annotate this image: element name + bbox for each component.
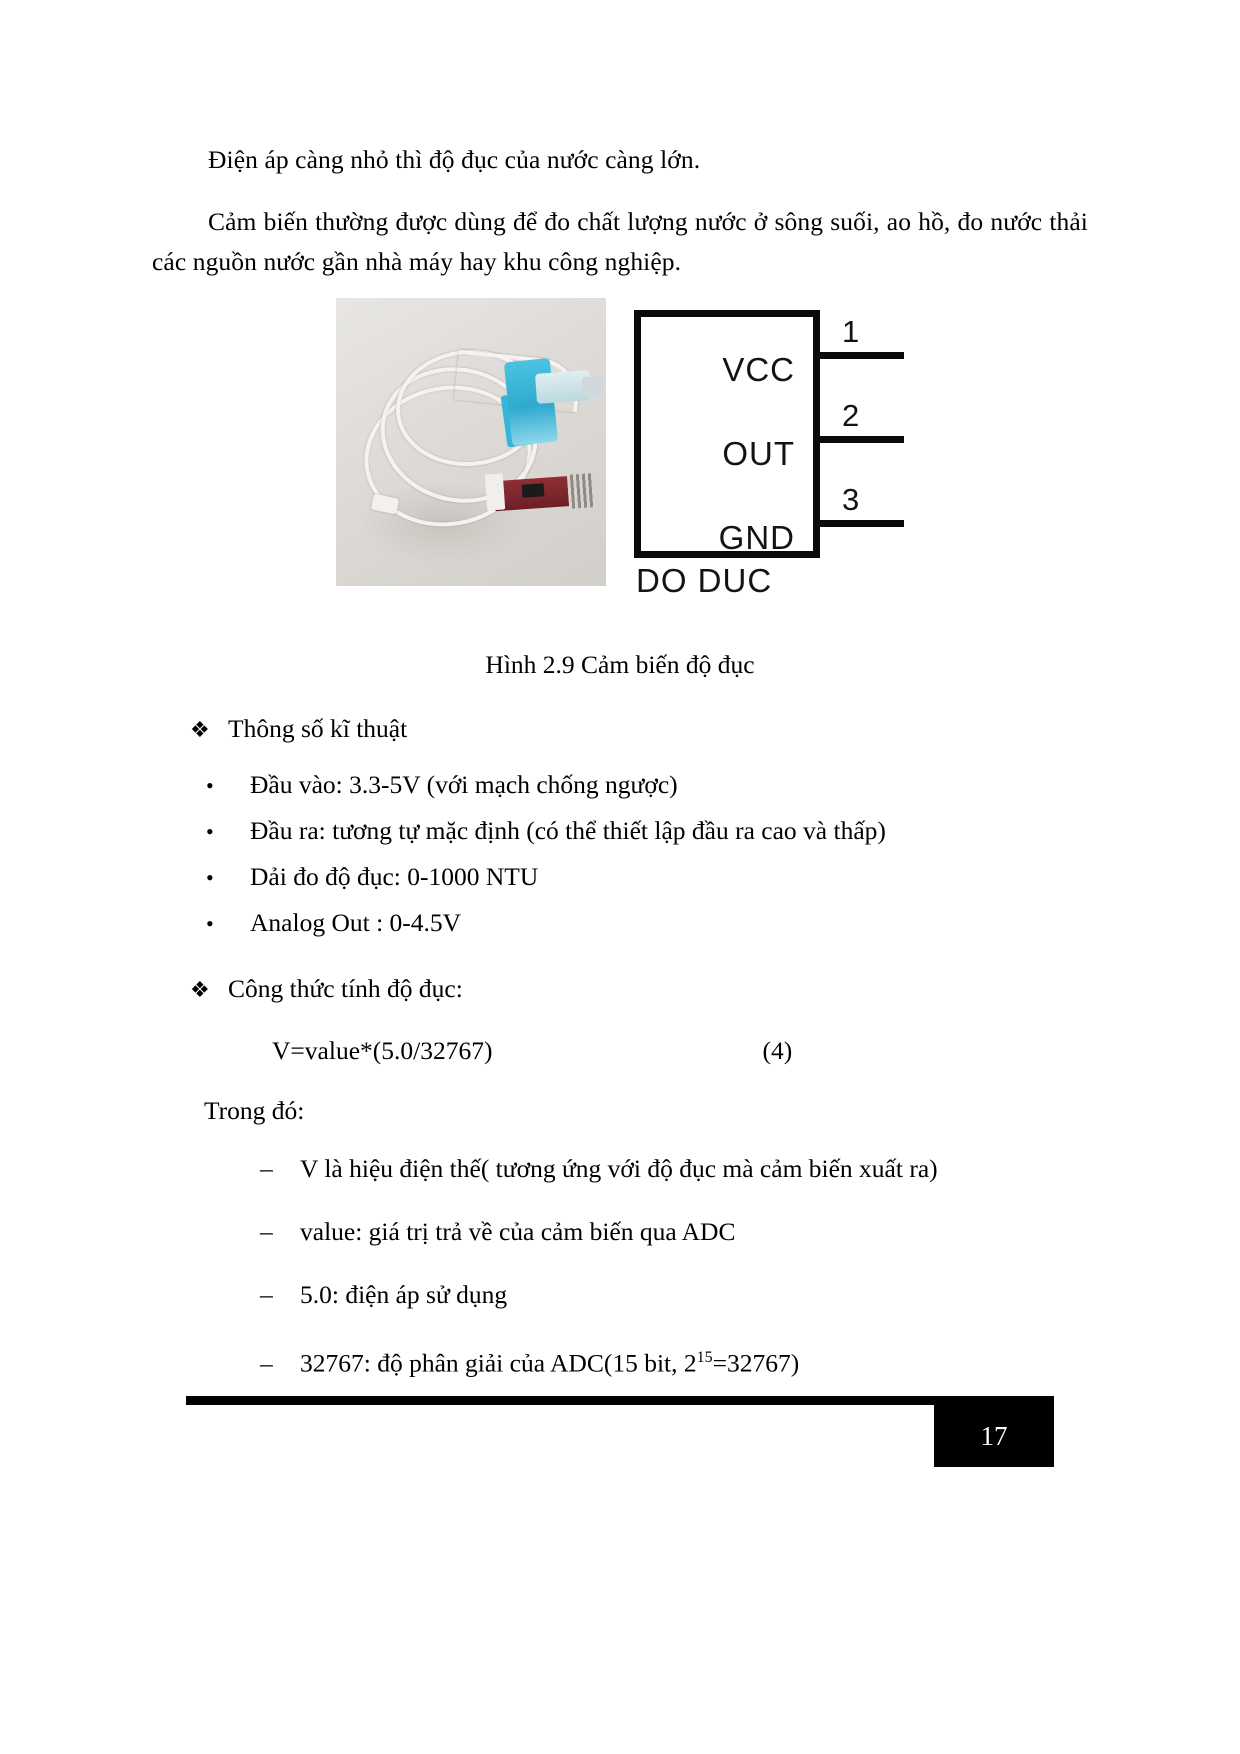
figure-caption: Hình 2.9 Cảm biến độ đục xyxy=(485,650,755,679)
page-number-badge xyxy=(934,1405,1054,1467)
spec-output-type: Đầu ra: tương tự mặc định (có thể thiết lập đầu ra cao và thấp) xyxy=(250,816,886,845)
diamond-bullet-icon: ❖ xyxy=(190,977,210,1002)
list-item xyxy=(194,906,1088,940)
schematic-block xyxy=(634,310,820,558)
list-item xyxy=(194,860,1088,894)
list-item xyxy=(194,768,1088,802)
list-item xyxy=(194,814,1088,848)
list-item xyxy=(260,1215,1088,1249)
paragraph-1: Điện áp càng nhỏ thì độ đục của nước càng lớn. xyxy=(208,145,701,174)
page-number-label: 17 xyxy=(980,1420,1008,1451)
dash-bullet-icon: – xyxy=(260,1154,273,1183)
definition-adc-pre: 32767: độ phân giải của ADC(15 bit, 2 xyxy=(300,1348,697,1378)
spec-analog-out: Analog Out : 0-4.5V xyxy=(250,908,462,937)
definition-v: V là hiệu điện thế( tương ứng với độ đục mà cảm biến xuất ra) xyxy=(300,1154,938,1183)
definition-supply-voltage: 5.0: điện áp sử dụng xyxy=(300,1280,508,1309)
spec-measure-range: Dải đo độ đục: 0-1000 NTU xyxy=(250,862,539,891)
section-heading-specs-label: Thông số kĩ thuật xyxy=(228,714,408,743)
pcb-chip xyxy=(522,483,545,498)
dash-bullet-icon: – xyxy=(260,1217,273,1246)
section-heading-formula xyxy=(152,974,1088,1004)
specs-list xyxy=(152,768,1088,940)
dot-bullet-icon: • xyxy=(206,911,214,936)
definition-adc-post: =32767) xyxy=(712,1348,800,1378)
paragraph-2: Cảm biến thường được dùng để đo chất lượng nước ở sông suối, ao hồ, đo nước thải các nguồn nước gần nhà máy hay khu công nghiệp. xyxy=(152,207,1088,276)
diamond-bullet-icon: ❖ xyxy=(190,717,210,742)
list-item xyxy=(260,1341,1088,1381)
formula-expression: V=value*(5.0/32767) xyxy=(272,1036,493,1065)
dot-bullet-icon: • xyxy=(206,773,214,798)
section-heading-specs xyxy=(152,714,1088,744)
turbidity-sensor-photo xyxy=(336,298,606,586)
dash-bullet-icon: – xyxy=(260,1280,273,1309)
definition-adc-resolution xyxy=(300,1341,799,1381)
section-heading-formula-label: Công thức tính độ đục: xyxy=(228,974,463,1003)
dot-bullet-icon: • xyxy=(206,819,214,844)
pin-number-3: 3 xyxy=(842,482,860,517)
definition-value: value: giá trị trả về của cảm biến qua ADC xyxy=(300,1217,736,1246)
dot-bullet-icon: • xyxy=(206,865,214,890)
sensor-pinout-schematic xyxy=(624,298,904,598)
pin-lead-3 xyxy=(820,520,904,527)
list-item xyxy=(260,1278,1088,1312)
pin-label-gnd: GND xyxy=(718,519,795,556)
definition-adc-exponent: 15 xyxy=(696,1349,713,1366)
pin-label-out: OUT xyxy=(722,435,795,472)
pin-number-2: 2 xyxy=(842,398,860,433)
pcb-pin-row xyxy=(567,473,595,509)
pin-number-1: 1 xyxy=(842,314,860,349)
formula-lead-in: Trong đó: xyxy=(204,1096,305,1125)
figure-2-9 xyxy=(152,298,1088,598)
pin-lead-2 xyxy=(820,436,904,443)
formula-line xyxy=(152,1036,1088,1066)
dash-bullet-icon: – xyxy=(260,1348,273,1378)
spec-input-voltage: Đầu vào: 3.3-5V (với mạch chống ngược) xyxy=(250,770,678,799)
probe-tip xyxy=(582,377,604,397)
pcb-connector-header xyxy=(485,473,505,510)
pin-label-vcc: VCC xyxy=(722,351,795,388)
page-content xyxy=(152,140,1088,1410)
schematic-block-label: DO DUC xyxy=(636,562,773,599)
pin-lead-1 xyxy=(820,352,904,359)
list-item xyxy=(260,1152,1088,1186)
formula-number: (4) xyxy=(762,1036,793,1065)
footer-divider xyxy=(186,1396,1054,1405)
formula-definitions-list xyxy=(152,1152,1088,1381)
